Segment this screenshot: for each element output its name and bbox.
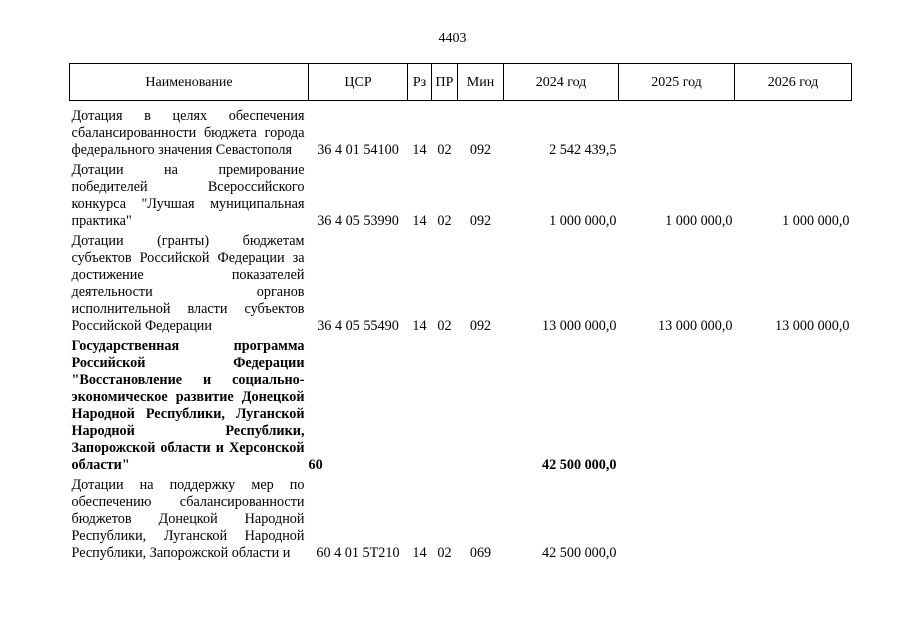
row-min: 092 <box>469 142 492 158</box>
header-2026: 2026 год <box>735 64 852 101</box>
row-csr: 60 4 01 5Т210 <box>316 545 400 561</box>
row-csr: 36 4 05 53990 <box>317 213 399 229</box>
header-name: Наименование <box>70 64 309 101</box>
header-csr: ЦСР <box>309 64 408 101</box>
row-2026: 1 000 000,0 <box>782 213 850 229</box>
row-2024: 42 500 000,0 <box>542 457 617 473</box>
header-2025: 2025 год <box>619 64 735 101</box>
page-number: 4403 <box>438 31 467 46</box>
table-row <box>70 162 852 233</box>
row-pr <box>432 338 458 477</box>
row-rz: 14 <box>412 318 427 334</box>
row-pr: 02 <box>437 545 452 561</box>
row-csr: 36 4 05 55490 <box>317 318 399 334</box>
row-2026 <box>735 477 852 565</box>
row-2024: 13 000 000,0 <box>542 318 617 334</box>
row-2026 <box>735 101 852 163</box>
row-name: Дотации (гранты) бюджетам субъектов Российской Федерации за достижение показателей деятельности органов исполнительной власти субъектов Российской Федерации <box>71 233 305 334</box>
row-csr: 36 4 01 54100 <box>317 142 399 158</box>
header-rz: Рз <box>408 64 432 101</box>
row-2025: 13 000 000,0 <box>658 318 733 334</box>
row-min: 092 <box>469 213 492 229</box>
table-row <box>70 233 852 338</box>
header-pr: ПР <box>432 64 458 101</box>
header-2024: 2024 год <box>504 64 619 101</box>
table-row-program <box>70 338 852 477</box>
row-rz <box>408 338 432 477</box>
table-row <box>70 477 852 565</box>
row-name: Дотации на премирование победителей Всероссийского конкурса "Лучшая муниципальная практика" <box>71 162 305 229</box>
row-2024: 1 000 000,0 <box>549 213 617 229</box>
row-rz: 14 <box>412 142 427 158</box>
row-pr: 02 <box>437 213 452 229</box>
table-row <box>70 101 852 163</box>
header-min: Мин <box>458 64 504 101</box>
row-2024: 42 500 000,0 <box>542 545 617 561</box>
row-2025: 1 000 000,0 <box>665 213 733 229</box>
row-2025 <box>619 101 735 163</box>
row-csr: 60 <box>308 457 323 473</box>
row-2026 <box>735 338 852 477</box>
row-rz: 14 <box>412 213 427 229</box>
row-min: 069 <box>469 545 492 561</box>
budget-table <box>69 63 852 565</box>
row-2025 <box>619 338 735 477</box>
row-pr: 02 <box>437 142 452 158</box>
row-2024: 2 542 439,5 <box>549 142 617 158</box>
row-2026: 13 000 000,0 <box>775 318 850 334</box>
row-name: Дотации на поддержку мер по обеспечению сбалансированности бюджетов Донецкой Народной Республики, Луганской Народной Республики, Запорожской области и <box>71 477 305 561</box>
row-name: Государственная программа Российской Федерации "Восстановление и социально-экономическое развитие Донецкой Народной Республики, Луганской Народной Республики, Запорожской области и Херсонской области" <box>71 338 305 473</box>
row-pr: 02 <box>437 318 452 334</box>
row-rz: 14 <box>412 545 427 561</box>
row-name: Дотация в целях обеспечения сбалансированности бюджета города федерального значения Севастополя <box>71 108 305 158</box>
table-header-row <box>70 64 852 101</box>
row-2025 <box>619 477 735 565</box>
row-min <box>458 338 504 477</box>
row-min: 092 <box>469 318 492 334</box>
